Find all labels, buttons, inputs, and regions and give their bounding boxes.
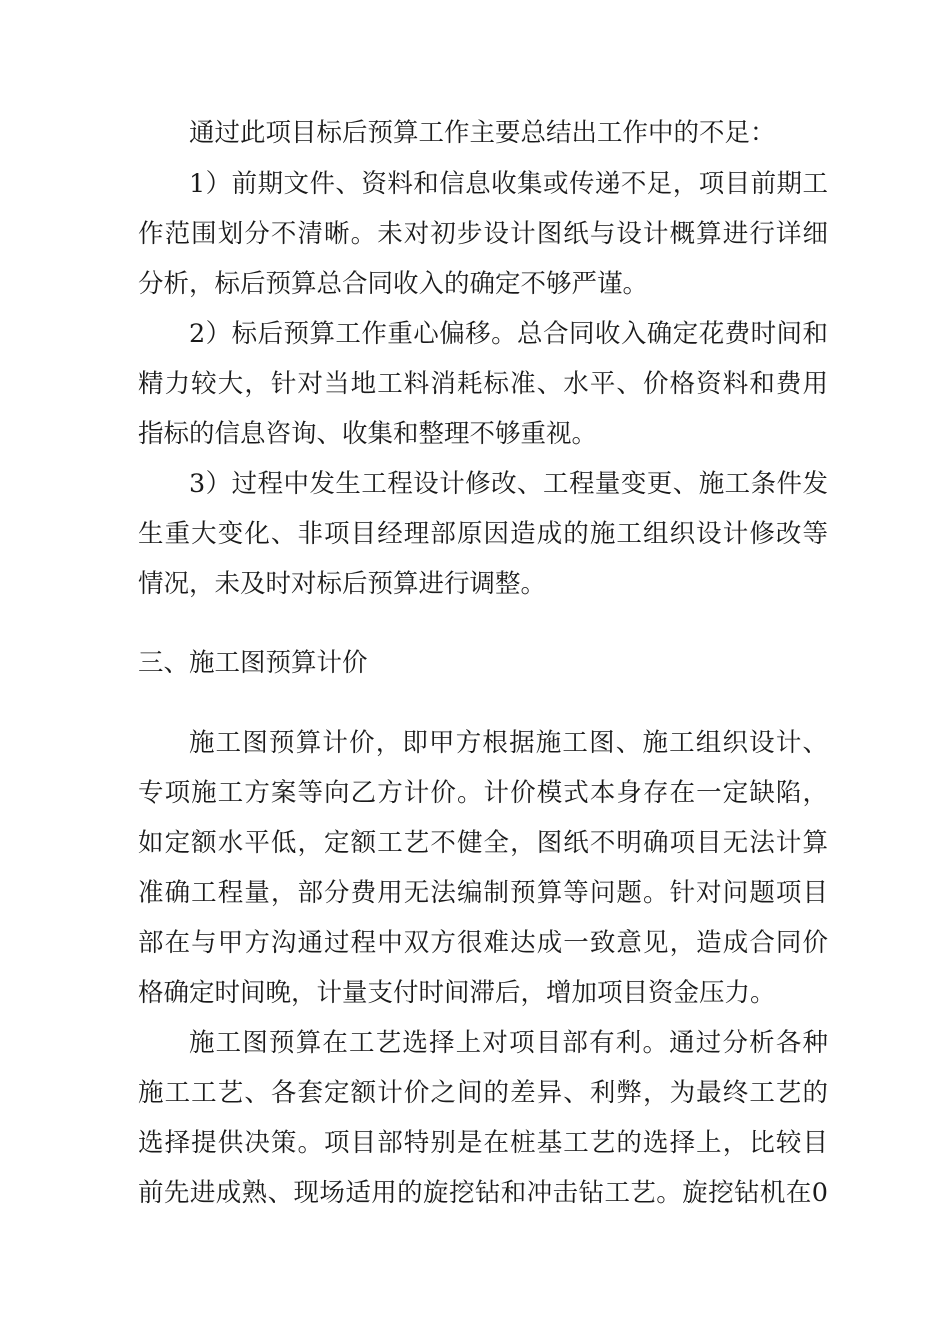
point-1-line-2: 作范围划分不清晰。未对初步设计图纸与设计概算进行详细 (138, 219, 828, 249)
paragraph-2-line-2: 施工工艺、各套定额计价之间的差异、利弊，为最终工艺的 (138, 1078, 828, 1108)
point-2-line-3: 指标的信息咨询、收集和整理不够重视。 (138, 419, 598, 449)
paragraph-2-line-4: 前先进成熟、现场适用的旋挖钻和冲击钻工艺。旋挖钻机在0 (138, 1178, 828, 1208)
point-1-line-3: 分析，标后预算总合同收入的确定不够严谨。 (138, 269, 649, 299)
paragraph-2-line-1: 施工图预算在工艺选择上对项目部有利。通过分析各种 (189, 1028, 828, 1058)
point-3-line-2: 生重大变化、非项目经理部原因造成的施工组织设计修改等 (138, 519, 828, 549)
point-2-line-2: 精力较大，针对当地工料消耗标准、水平、价格资料和费用 (138, 369, 828, 399)
paragraph-1-line-1: 施工图预算计价，即甲方根据施工图、施工组织设计、 (189, 728, 828, 758)
summary-intro-line: 通过此项目标后预算工作主要总结出工作中的不足： (189, 118, 776, 148)
point-2-line-1: 2）标后预算工作重心偏移。总合同收入确定花费时间和 (189, 319, 828, 349)
paragraph-1-line-6: 格确定时间晚，计量支付时间滞后，增加项目资金压力。 (138, 978, 776, 1008)
paragraph-1-line-4: 准确工程量，部分费用无法编制预算等问题。针对问题项目 (138, 878, 828, 908)
point-1-line-1: 1）前期文件、资料和信息收集或传递不足，项目前期工 (189, 169, 828, 199)
point-3-line-1: 3）过程中发生工程设计修改、工程量变更、施工条件发 (189, 469, 828, 499)
section-heading: 三、施工图预算计价 (138, 648, 368, 678)
paragraph-1-line-3: 如定额水平低，定额工艺不健全，图纸不明确项目无法计算 (138, 828, 828, 858)
paragraph-2-line-3: 选择提供决策。项目部特别是在桩基工艺的选择上，比较目 (138, 1128, 828, 1158)
paragraph-1-line-2: 专项施工方案等向乙方计价。计价模式本身存在一定缺陷， (138, 778, 828, 808)
paragraph-1-line-5: 部在与甲方沟通过程中双方很难达成一致意见，造成合同价 (138, 928, 828, 958)
point-3-line-3: 情况，未及时对标后预算进行调整。 (138, 569, 547, 599)
